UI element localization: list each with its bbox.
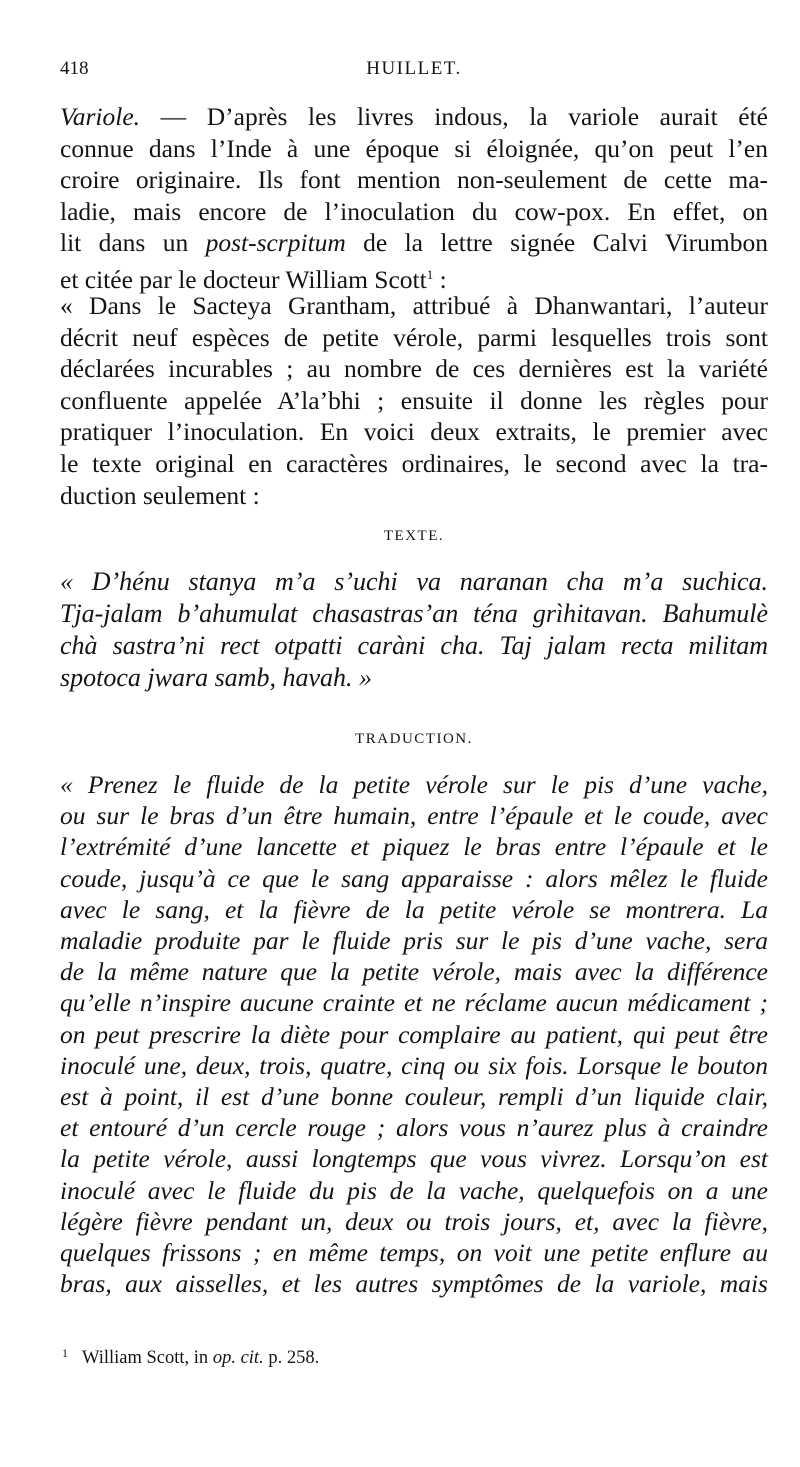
text-line — [60, 133, 768, 165]
text-run: et citée par le docteur William Scott — [60, 264, 427, 294]
text-run: de la lettre signée Calvi Virumbon — [345, 228, 769, 258]
text-line: maladie produite par le fluide pris sur le pis d’une vache, sera — [60, 926, 768, 956]
text-run: ladie, mais encore de l’inoculation du cow-pox. En effet, on — [60, 196, 768, 226]
traduction-heading: TRADUCTION. — [355, 731, 473, 747]
text-line — [60, 164, 768, 196]
text-line — [60, 196, 768, 228]
text-run: : — [433, 264, 447, 294]
text-line: la petite vérole, aussi longtemps que vous vivrez. Lorsqu’on est — [60, 1144, 768, 1174]
text-line: décrit neuf espèces de petite vérole, parmi lesquelles trois sont — [60, 322, 768, 352]
text-line: « Prenez le fluide de la petite vérole sur le pis d’une vache, — [60, 770, 768, 799]
footnote-text: William Scott, in — [82, 1348, 213, 1368]
text-line: confluente appelée A’la’bhi ; ensuite il donne les règles pour — [60, 385, 768, 415]
traduction-passage — [60, 769, 768, 1299]
text-line: est à point, il est d’une bonne couleur, rempli d’un liquide clair, — [60, 1082, 768, 1112]
text-line: « Dans le Sacteya Grantham, attribué à Dhanwantari, l’auteur — [60, 291, 768, 320]
text-line: pratiquer l’inoculation. En voici deux extraits, le premier avec — [60, 417, 768, 447]
text-run: lit dans un — [60, 228, 206, 258]
text-line: légère fièvre pendant un, deux ou trois jours, et, avec la fièvre, — [60, 1206, 768, 1236]
text-run: post-scrpitum — [205, 228, 346, 258]
running-title: HUILLET. — [366, 58, 462, 79]
footnote-ref: 1 — [426, 266, 434, 282]
text-line: avec le sang, et la fièvre de la petite vérole se montrera. La — [60, 894, 768, 924]
text-line: on peut prescrire la diète pour complaire au patient, qui peut être — [60, 1019, 768, 1049]
text-line: de la même nature que la petite vérole, mais avec la différence — [60, 957, 768, 987]
texte-heading: TEXTE. — [383, 528, 445, 544]
text-line: et entouré d’un cercle rouge ; alors vous n’aurez plus à craindre — [60, 1113, 768, 1143]
page-header — [60, 58, 768, 88]
text-line: coude, jusqu’à ce que le sang apparaisse : alors mêlez le fluide — [60, 863, 768, 893]
text-line: « D’hénu stanya m’a s’uchi va naranan cha m’a suchica. — [60, 567, 768, 596]
text-line: chà sastra’ni rect otpatti caràni cha. Taj jalam recta militam — [60, 631, 768, 660]
paragraph-variole — [60, 101, 768, 296]
text-line: déclarées incurables ; au nombre de ces dernières est la variété — [60, 354, 768, 384]
paragraph-sacteya — [60, 290, 768, 511]
text-run: connue dans l’Inde à une époque si éloignée, qu’on peut l’en — [60, 133, 768, 163]
text-line: quelques frissons ; en même temps, on voit une petite enflure au — [60, 1238, 768, 1268]
footnote-marker: 1 — [62, 1346, 68, 1360]
footnote — [62, 1346, 319, 1369]
text-line: inoculé avec le fluide du pis de la vache, quelquefois on a une — [60, 1175, 768, 1205]
text-line: ou sur le bras d’un être humain, entre l’épaule et le coude, avec — [60, 801, 768, 831]
text-line — [60, 227, 768, 259]
texte-passage — [60, 566, 768, 694]
text-run: Variole. — [60, 102, 141, 131]
text-line: Tja-jalam b’ahumulat chasastras’an téna grìhitavan. Bahumulè — [60, 599, 768, 628]
footnote-tail: p. 258. — [263, 1348, 320, 1368]
text-line — [60, 101, 768, 133]
footnote-italic: op. cit. — [212, 1348, 264, 1368]
text-line: l’extrémité d’une lancette et piquez le bras entre l’épaule et le — [60, 832, 768, 862]
text-run: croire originaire. Ils font mention non-seulement de cette ma- — [60, 165, 768, 195]
text-run: — D’après les livres indous, la variole aurait été — [140, 102, 768, 131]
text-line: bras, aux aisselles, et les autres symptômes de la variole, mais — [60, 1269, 768, 1299]
text-line: duction seulement : — [60, 480, 260, 510]
text-line: inoculé une, deux, trois, quatre, cinq ou six fois. Lorsque le bouton — [60, 1050, 768, 1080]
page-number: 418 — [60, 58, 89, 79]
text-line: spotoca jwara samb, havah. » — [60, 663, 372, 692]
text-line: qu’elle n’inspire aucune crainte et ne réclame aucun médicament ; — [60, 988, 768, 1018]
text-line: le texte original en caractères ordinaires, le second avec la tra- — [60, 448, 768, 478]
